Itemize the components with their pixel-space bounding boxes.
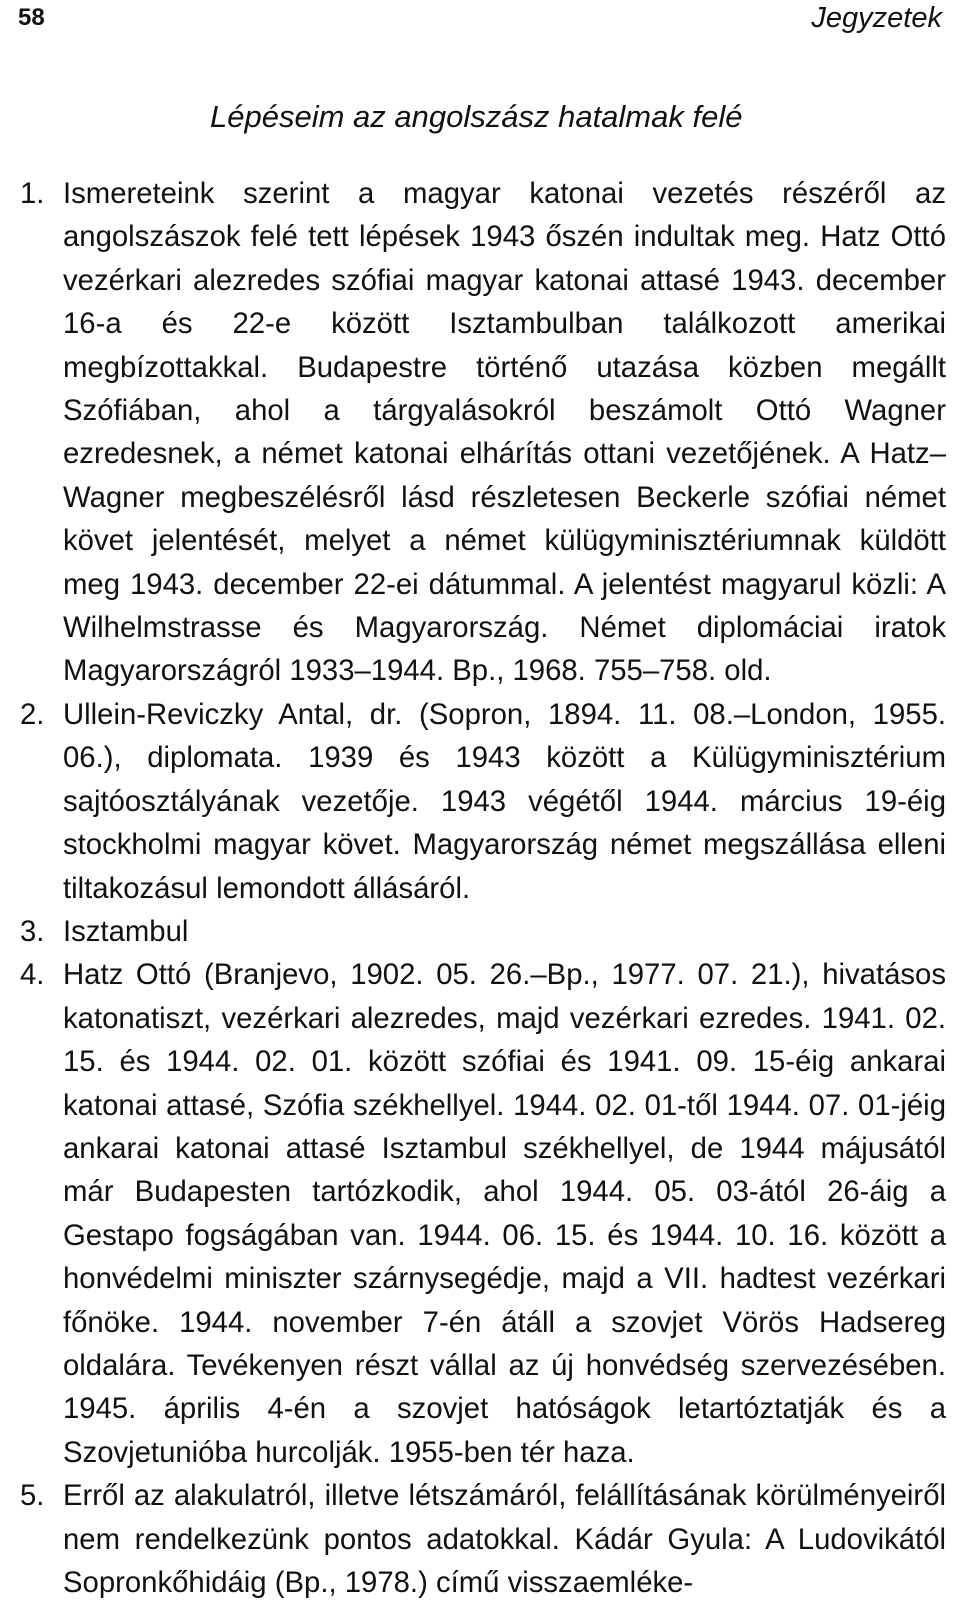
- endnote-3: [20, 910, 946, 953]
- endnote-number: 2.: [20, 697, 45, 731]
- endnotes-list: [20, 172, 946, 1604]
- section-title: Lépéseim az angolszász hatalmak felé: [210, 99, 743, 134]
- endnote-text: Ismereteink szerint a magyar katonai vezetés részéről az angolszászok felé tett lépések 1943 őszén indultak meg. Hatz Ottó vezérkari alezredes szófiai magyar katonai attasé 1943. december 16-a és 22-e között Isztambulban találkozott amerikai megbízottakkal. Budapestre történő utazása közben megállt Szófiában, ahol a tárgyalásokról beszámolt Ottó Wagner ezredesnek, a német katonai elhárítás ottani vezetőjének. A Hatz–Wagner megbeszélésről lásd részletesen Beckerle szófiai német követ jelentését, melyet a német külügyminisztériumnak küldött meg 1943. december 22-ei dátummal. A jelentést magyarul közli: A Wilhelmstrasse és Magyarország. Német diplomáciai iratok Magyarországról 1933–1944. Bp., 1968. 755–758. old.: [63, 177, 946, 688]
- endnote-text: Isztambul: [63, 914, 189, 948]
- endnote-5: [20, 1474, 946, 1604]
- endnote-2: [20, 693, 946, 910]
- endnote-1: [20, 172, 946, 693]
- endnote-number: 3.: [20, 914, 45, 948]
- page-header: [18, 0, 942, 40]
- endnote-4: [20, 953, 946, 1474]
- endnote-number: 5.: [20, 1479, 45, 1513]
- endnote-text: Ullein-Reviczky Antal, dr. (Sopron, 1894. 11. 08.–London, 1955. 06.), diplomata. 1939 és 1943 között a Külügyminisztérium sajtóosztályának vezetője. 1943 végétől 1944. március 19-éig stockholmi magyar követ. Magyarország német megszállása elleni tiltakozásul lemondott állásáról.: [63, 697, 946, 905]
- endnote-text: Hatz Ottó (Branjevo, 1902. 05. 26.–Bp., 1977. 07. 21.), hivatásos katonatiszt, vezérkari alezredes, majd vezérkari ezredes. 1941. 02. 15. és 1944. 02. 01. között szófiai és 1941. 09. 15-éig ankarai katonai attasé, Szófia székhellyel. 1944. 02. 01-től 1944. 07. 01-jéig ankarai katonai attasé Isztambul székhellyel, de 1944 májusától már Budapesten tartózkodik, ahol 1944. 05. 03-ától 26-áig a Gestapo fogságában van. 1944. 06. 15. és 1944. 10. 16. között a honvédelmi miniszter szárnysegédje, majd a VII. hadtest vezérkari főnöke. 1944. november 7-én átáll a szovjet Vörös Hadsereg oldalára. Tevékenyen részt vállal az új honvédség szervezésében. 1945. április 4-én a szovjet hatóságok letartóztatják és a Szovjetunióba hurcolják. 1955-ben tér haza.: [63, 958, 946, 1469]
- running-head: Jegyzetek: [811, 2, 942, 34]
- endnote-text: Erről az alakulatról, illetve létszámáról, felállításának körülményeiről nem rendelkezünk pontos adatokkal. Kádár Gyula: A Ludovikától Sopronkőhidáig (Bp., 1978.) című visszaemléke-: [63, 1479, 946, 1599]
- endnote-number: 1.: [20, 177, 45, 210]
- page-number: 58: [18, 4, 45, 31]
- endnote-number: 4.: [20, 958, 45, 992]
